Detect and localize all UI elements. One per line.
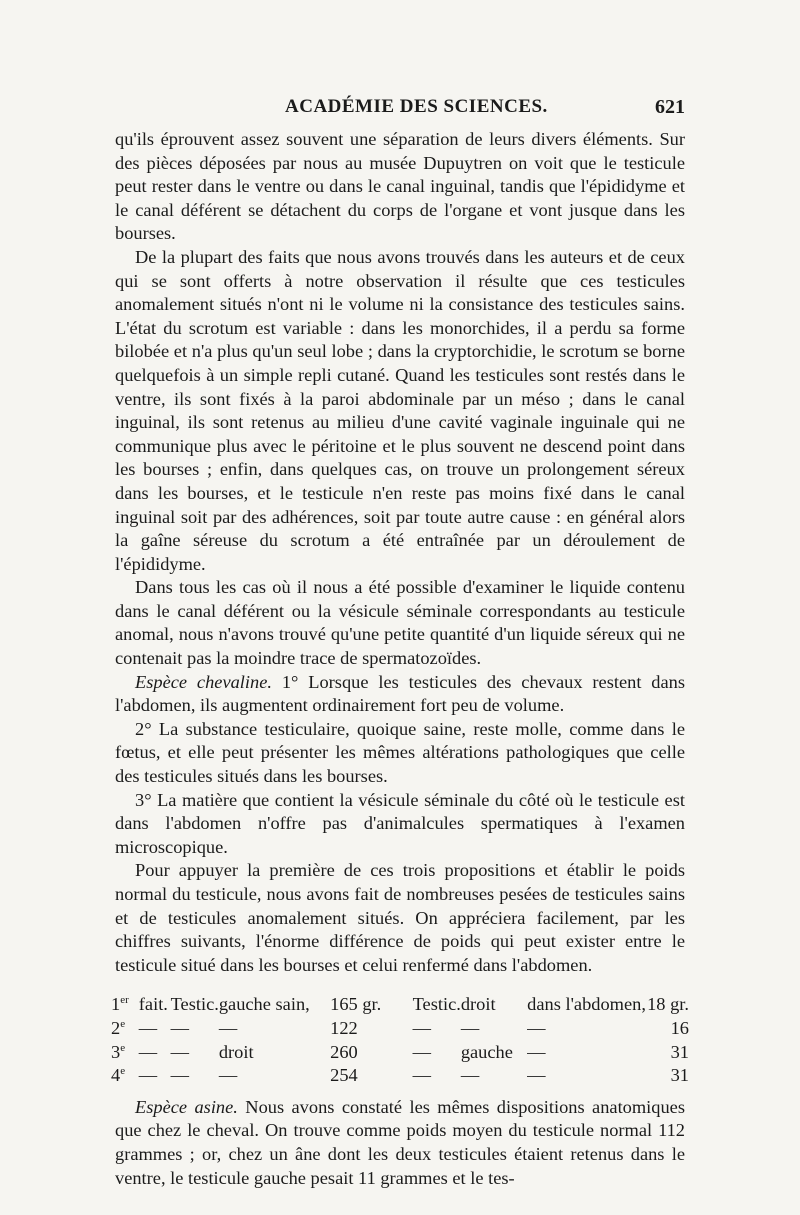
cell: — — [527, 1065, 546, 1086]
asine-text: Nous avons constaté les mêmes dispositions anatomiques que chez le cheval. On trouve comme poids moyen du testicule normal 112 grammes ; or, chez un âne dont les deux testicules étaient retenus dans le ventre, le testicule gauche pesait 11 grammes et le tes- — [115, 1096, 685, 1188]
cell: — — [170, 1041, 189, 1062]
cell: — — [412, 1017, 431, 1038]
species-label-chevaline: Espèce chevaline. — [135, 671, 272, 692]
cell: droit — [460, 994, 496, 1015]
paragraph-liquid: Dans tous les cas où il nous a été possible d'examiner le liquide contenu dans le canal déférent ou la vésicule séminale correspondants au testicule anomal, nous n'avons trouvé qu'une petite quantité d'un liquide séreux qui ne contenait pas la moindre trace de spermatozoïdes. — [115, 577, 685, 669]
cell-weight-sain: 254 — [330, 1065, 358, 1086]
weights-table — [111, 993, 689, 1087]
paragraph-chevaline-2: 2° La substance testiculaire, quoique saine, reste molle, comme dans le fœtus, et elle peut présenter les mêmes altérations pathologiques que celle des testicules situés dans les bourses. — [115, 718, 685, 787]
cell-weight-abdomen: 16 — [670, 1017, 689, 1038]
row-ordinal: 4e — [111, 1065, 126, 1086]
cell: — — [170, 1065, 189, 1086]
paragraph-continuation: qu'ils éprouvent assez souvent une séparation de leurs divers éléments. Sur des pièces déposées par nous au musée Dupuytren on voit que le testicule peut rester dans le ventre ou dans le canal inguinal, tandis que l'épididyme et le canal déférent se détachent du corps de l'organe et vont jusque dans les bourses. — [115, 129, 685, 244]
paragraph-testicles-state: De la plupart des faits que nous avons trouvés dans les auteurs et de ceux qui se sont offerts à notre observation il résulte que ces testicules anomalement situés n'ont ni le volume ni la consistance des testicules sains. L'état du scrotum est variable : dans les monorchides, il a perdu sa forme bilobée et n'a plus qu'un seul lobe ; dans la cryptorchidie, le scrotum se borne quelquefois à un simple repli cutané. Quand les testicules sont restés dans le ventre, ils sont fixés à la paroi abdominale par un méso ; dans le canal inguinal, ils sont retenus au milieu d'une cavité vaginale inguinale qui ne communique plus avec le péritoine et le plus souvent ne descend point dans les bourses ; enfin, dans quelques cas, on trouve un prolongement séreux dans les bourses, et le testicule n'en reste pas moins fixé dans le canal inguinal soit par des adhérences, soit par toute autre cause : en général alors la gaîne séreuse du scrotum a été entraînée par un déroulement de l'épididyme. — [115, 246, 685, 574]
cell-weight-abdomen: 18 gr. — [647, 994, 689, 1015]
cell: — — [218, 1017, 238, 1038]
cell: Testic. — [412, 994, 461, 1015]
cell: Testic. — [170, 994, 219, 1015]
cell-weight-abdomen: 31 — [670, 1041, 689, 1062]
cell: — — [412, 1041, 431, 1062]
cell: — — [527, 1041, 546, 1062]
cell-weight-abdomen: 31 — [670, 1065, 689, 1086]
table-row — [111, 1017, 689, 1041]
row-ordinal: 1er — [111, 994, 129, 1015]
paragraph-chevaline-1 — [115, 671, 685, 718]
table-row — [111, 1064, 689, 1088]
cell-weight-sain: 165 gr. — [330, 994, 382, 1015]
paragraph-asine — [115, 1096, 685, 1190]
cell: — — [527, 1017, 546, 1038]
paragraph-chevaline-4: Pour appuyer la première de ces trois propositions et établir le poids normal du testicule, nous avons fait de nombreuses pesées de testicules sains et de testicules anomalement situés. On appréciera facilement, par les chiffres suivants, l'énorme différence de poids qui peut exister entre le testicule situé dans les bourses et celui renfermé dans l'abdomen. — [115, 860, 685, 975]
running-title: ACADÉMIE DES SCIENCES. — [285, 96, 548, 117]
cell-weight-sain: 260 — [330, 1041, 358, 1062]
cell: — — [218, 1065, 238, 1086]
cell: — — [412, 1065, 431, 1086]
page-body — [111, 128, 689, 1190]
page-header — [115, 96, 685, 126]
cell: fait. — [138, 994, 168, 1015]
cell: gauche — [460, 1041, 513, 1062]
table-row — [111, 993, 689, 1017]
row-ordinal: 2e — [111, 1017, 126, 1038]
species-label-asine: Espèce asine. — [135, 1096, 238, 1117]
cell: — — [170, 1017, 189, 1038]
cell: — — [138, 1065, 158, 1086]
cell: dans l'abdomen, — [527, 994, 646, 1015]
cell-weight-sain: 122 — [330, 1017, 358, 1038]
cell: gauche sain, — [218, 994, 310, 1015]
row-ordinal: 3e — [111, 1041, 126, 1062]
cell: — — [460, 1017, 480, 1038]
table-row — [111, 1041, 689, 1065]
cell: — — [460, 1065, 480, 1086]
cell: — — [138, 1017, 158, 1038]
cell: droit — [218, 1041, 254, 1062]
page-number: 621 — [655, 96, 685, 118]
cell: — — [138, 1041, 158, 1062]
chevaline-point-1: 1° Lorsque les testicules des chevaux restent dans l'abdomen, ils augmentent ordinairement fort peu de volume. — [115, 671, 685, 716]
paragraph-chevaline-3: 3° La matière que contient la vésicule séminale du côté où le testicule est dans l'abdomen n'offre pas d'animalcules spermatiques à l'examen microscopique. — [115, 789, 685, 857]
